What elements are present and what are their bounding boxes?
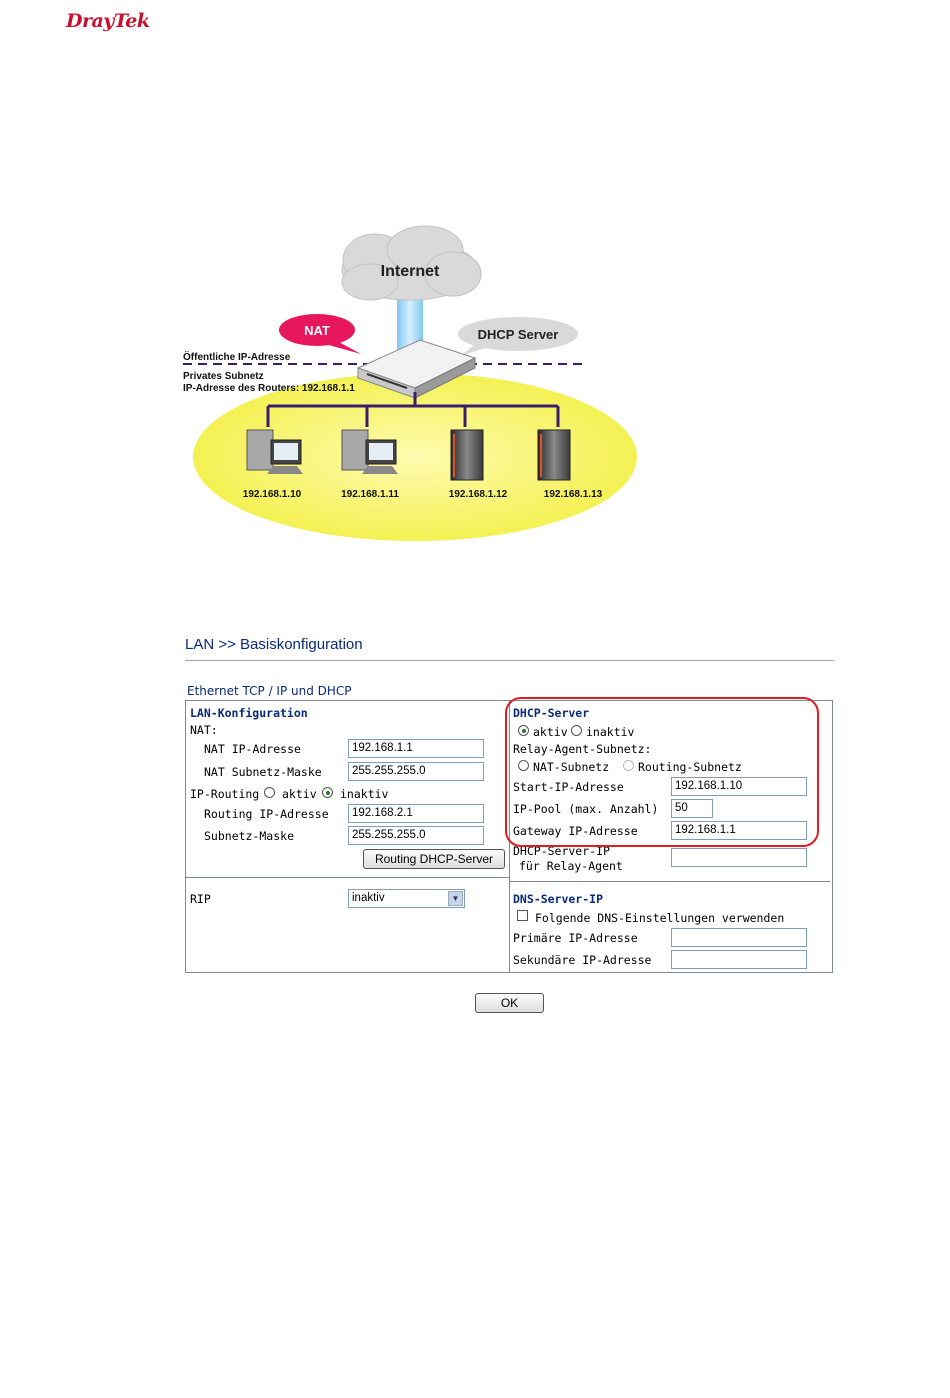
- private-subnet-label: Privates Subnetz: [183, 371, 264, 382]
- nat-ip-input[interactable]: 192.168.1.1: [348, 739, 484, 758]
- primary-dns-input[interactable]: [671, 928, 807, 947]
- logo-part-tek: Tek: [113, 10, 150, 32]
- secondary-dns-label: Sekundäre IP-Adresse: [513, 953, 652, 967]
- client-ip-label-2: 192.168.1.11: [341, 489, 399, 500]
- server-icon-1: [451, 430, 483, 480]
- ip-routing-inaktiv-radio[interactable]: [322, 787, 333, 798]
- dns-server-header: DNS-Server-IP: [513, 892, 604, 906]
- subnet-mask-input[interactable]: 255.255.255.0: [348, 826, 484, 845]
- page-title: LAN >> Basiskonfiguration: [185, 636, 363, 653]
- router-ip-label: IP-Adresse des Routers: 192.168.1.1: [183, 383, 355, 394]
- nat-label: NAT: [304, 323, 330, 338]
- use-dns-checkbox[interactable]: [517, 910, 528, 921]
- gateway-ip-input[interactable]: 192.168.1.1: [671, 821, 807, 840]
- lan-rip-divider: [186, 877, 509, 878]
- client-ip-label-3: 192.168.1.12: [448, 489, 508, 500]
- start-ip-input[interactable]: 192.168.1.10: [671, 777, 807, 796]
- client-ip-label-4: 192.168.1.13: [543, 489, 603, 500]
- ip-routing-aktiv-radio[interactable]: [264, 787, 275, 798]
- network-diagram: [175, 222, 645, 544]
- dhcp-dns-divider: [510, 881, 830, 882]
- dhcp-aktiv-label: aktiv: [533, 725, 568, 739]
- subnet-mask-label: Subnetz-Maske: [204, 829, 295, 843]
- nat-ip-label: NAT IP-Adresse: [204, 742, 301, 756]
- lan-config-header: LAN-Konfiguration: [190, 706, 308, 720]
- rip-select-value: inaktiv: [352, 892, 385, 904]
- ok-button[interactable]: OK: [475, 993, 544, 1013]
- chevron-down-icon[interactable]: ▼: [448, 891, 463, 906]
- routing-subnet-label: Routing-Subnetz: [638, 760, 742, 774]
- section-title: Ethernet TCP / IP und DHCP: [187, 684, 352, 698]
- ip-pool-label: IP-Pool (max. Anzahl): [513, 802, 659, 816]
- dhcp-server-header: DHCP-Server: [513, 706, 590, 720]
- routing-ip-label: Routing IP-Adresse: [204, 807, 329, 821]
- ip-routing-label: IP-Routing: [190, 787, 260, 801]
- internet-label: Internet: [380, 263, 440, 280]
- server-icon-2: [538, 430, 570, 480]
- nat-mask-label: NAT Subnetz-Maske: [204, 765, 322, 779]
- rip-select[interactable]: [348, 889, 465, 908]
- use-dns-label: Folgende DNS-Einstellungen verwenden: [535, 911, 785, 925]
- relay-agent-label: für Relay-Agent: [519, 859, 623, 873]
- public-ip-label: Öffentliche IP-Adresse: [183, 352, 291, 363]
- title-divider: [185, 660, 834, 661]
- nat-subnet-label: NAT-Subnetz: [533, 760, 610, 774]
- dhcp-label: DHCP Server: [477, 327, 559, 342]
- dhcp-highlight-frame: [505, 697, 819, 847]
- ip-routing-inaktiv-label: inaktiv: [340, 787, 389, 801]
- ip-pool-input[interactable]: 50: [671, 799, 713, 818]
- relay-subnet-label: Relay-Agent-Subnetz:: [513, 742, 652, 756]
- draytek-logo: [66, 10, 150, 32]
- relay-server-ip-label: DHCP-Server-IP: [513, 844, 610, 858]
- routing-dhcp-server-button[interactable]: Routing DHCP-Server: [363, 849, 505, 869]
- start-ip-label: Start-IP-Adresse: [513, 780, 624, 794]
- routing-ip-input[interactable]: 192.168.2.1: [348, 804, 484, 823]
- logo-part-dray: Dray: [66, 10, 114, 32]
- client-ip-label-1: 192.168.1.10: [242, 489, 302, 500]
- dhcp-inaktiv-label: inaktiv: [586, 725, 635, 739]
- rip-label: RIP: [190, 892, 211, 906]
- primary-dns-label: Primäre IP-Adresse: [513, 931, 638, 945]
- nat-label: NAT:: [190, 723, 218, 737]
- gateway-ip-label: Gateway IP-Adresse: [513, 824, 638, 838]
- ip-routing-aktiv-label: aktiv: [282, 787, 317, 801]
- secondary-dns-input[interactable]: [671, 950, 807, 969]
- relay-server-ip-input[interactable]: [671, 848, 807, 867]
- nat-mask-input[interactable]: 255.255.255.0: [348, 762, 484, 781]
